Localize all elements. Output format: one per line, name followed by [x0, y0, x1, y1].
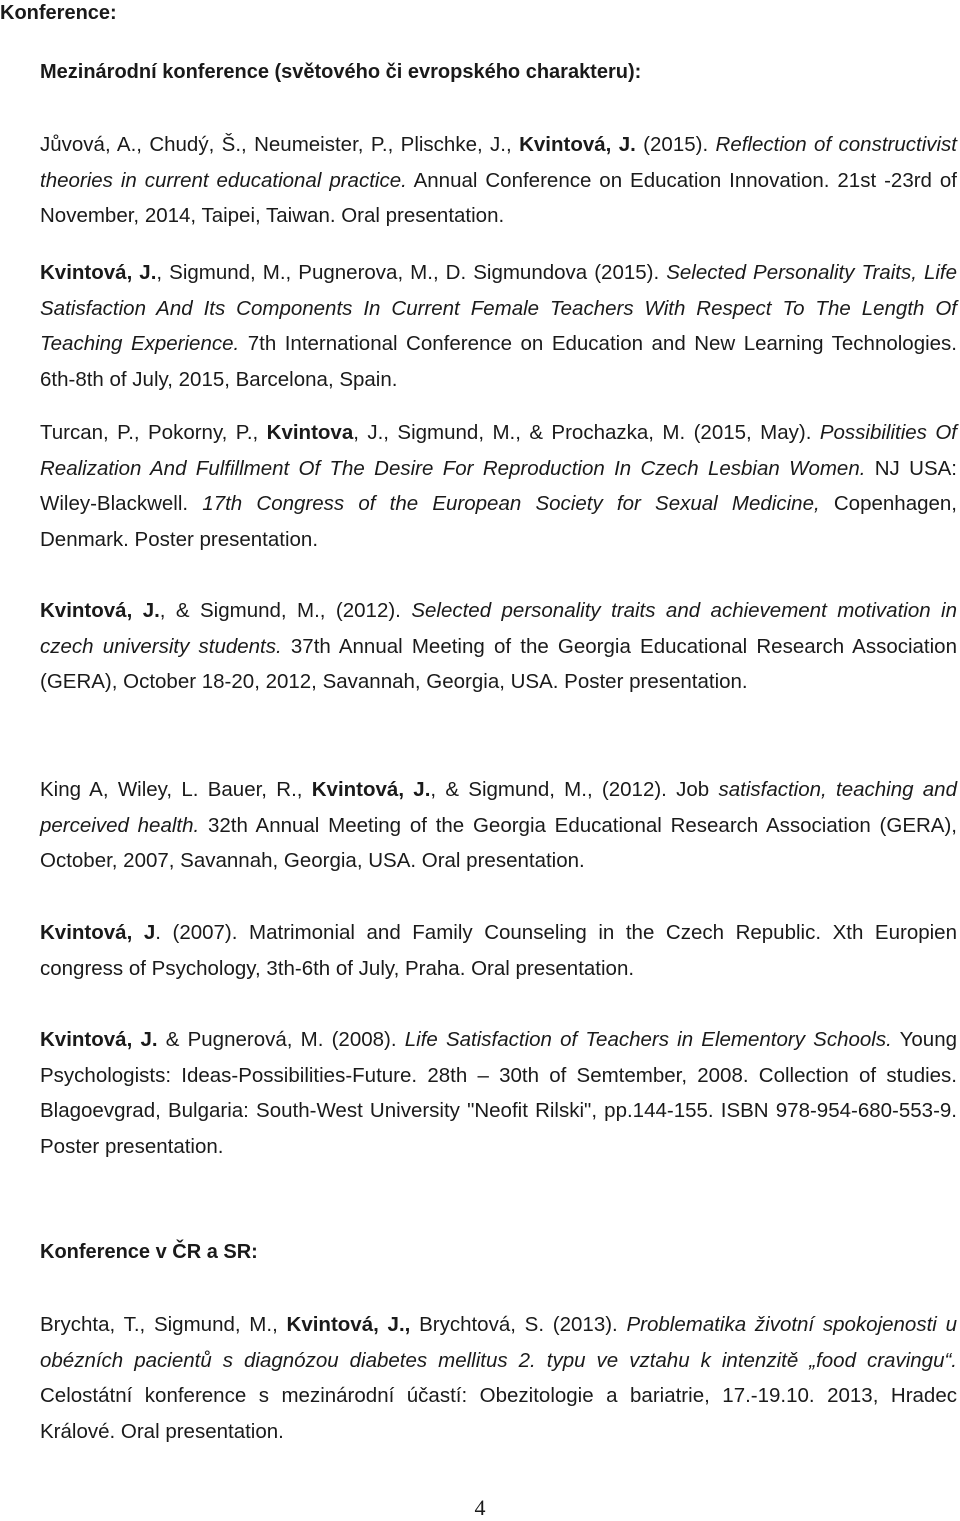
entry-title: Selected Personality Traits, Life Satisfaction And Its Components In Current Female Teachers With Respect To The Length Of Teaching Experience. [40, 261, 957, 355]
entry-authors: Turcan, P., Pokorny, P., [40, 421, 267, 444]
entry-title: satisfaction, teaching and perceived health. [40, 778, 957, 837]
entry-year: (2015). [635, 133, 716, 156]
conference-entry-3 [40, 415, 957, 557]
entry-details: Celostátní konference s mezinárodní účastí: Obezitologie a bariatrie, 17.-19.10. 2013, Hradec Králové. Oral presentation. [40, 1384, 957, 1443]
subheading-national-conferences: Konference v ČR a SR: [40, 1241, 258, 1263]
entry-details: Young Psychologists: Ideas-Possibilities-Future. 28th – 30th of Semtember, 2008. Collection of studies. Blagoevgrad, Bulgaria: South-West University "Neofit Rilski", pp.144-155. ISBN 978-954-680-553-9. Poster presentation. [40, 1028, 958, 1158]
author-highlight: Kvintová, J. [519, 133, 636, 156]
conference-entry-6 [40, 915, 957, 986]
entry-authors: Jůvová, A., Chudý, Š., Neumeister, P., Plischke, J., [40, 133, 520, 156]
entry-details: Annual Conference on Education Innovation. 21st -23rd of November, 2014, Taipei, Taiwan. Oral presentation. [40, 168, 957, 227]
entry-authors: King A, Wiley, L. Bauer, R., [40, 778, 312, 801]
conference-entry-2 [40, 255, 957, 397]
entry-publisher: NJ USA: Wiley-Blackwell. [40, 456, 957, 515]
entry-authors: Brychta, T., Sigmund, M., [40, 1313, 287, 1336]
entry-authors: & Pugnerová, M. (2008). [157, 1028, 405, 1051]
entry-year: , & Sigmund, M., (2012). Job [430, 778, 719, 801]
entry-details: 7th International Conference on Education and New Learning Technologies. 6th-8th of July, 2015, Barcelona, Spain. [40, 332, 958, 391]
entry-title: Possibilities Of Realization And Fulfillment Of The Desire For Reproduction In Czech Lesbian Women. [40, 421, 957, 480]
entry-title: Selected personality traits and achievement motivation in czech university students. [40, 599, 958, 658]
entry-details: 37th Annual Meeting of the Georgia Educational Research Association (GERA), October 18-20, 2012, Savannah, Georgia, USA. Poster presentation. [40, 634, 957, 693]
entry-congress: 17th Congress of the European Society for Sexual Medicine, [202, 492, 820, 515]
entry-title: Life Satisfaction of Teachers in Elementory Schools. [404, 1028, 892, 1051]
author-highlight: Kvintová, J. [40, 1028, 158, 1051]
conference-entry-7 [40, 1022, 957, 1164]
conference-entry-4 [40, 593, 957, 700]
entry-details: 32th Annual Meeting of the Georgia Educational Research Association (GERA), October, 2007, Savannah, Georgia, USA. Oral presentation. [40, 813, 958, 872]
entry-year: Brychtová, S. (2013). [410, 1313, 627, 1336]
author-highlight: Kvintova [266, 421, 354, 444]
entry-authors: , & Sigmund, M., (2012). [159, 599, 412, 622]
section-heading-conferences: Konference: [0, 2, 117, 24]
conference-entry-1 [40, 127, 957, 234]
author-highlight: Kvintová, J [40, 921, 156, 944]
entry-details: Copenhagen, Denmark. Poster presentation. [40, 492, 957, 551]
author-highlight: Kvintová, J., [286, 1313, 411, 1336]
entry-details: Matrimonial and Family Counseling in the Czech Republic. Xth Europien congress of Psychology, 3th-6th of July, Praha. Oral presentation. [40, 921, 957, 980]
page-number: 4 [474, 1495, 486, 1520]
conference-entry-5 [40, 772, 957, 879]
entry-title: Reflection of constructivist theories in current educational practice. [40, 133, 957, 192]
entry-authors: , Sigmund, M., Pugnerova, M., D. Sigmundova (2015). [156, 261, 667, 284]
entry-year: . (2007). [155, 921, 250, 944]
national-conference-entry-1 [40, 1307, 957, 1449]
subheading-international-conferences: Mezinárodní konference (světového či evropského charakteru): [40, 61, 642, 83]
entry-title: Problematika životní spokojenosti u obézních pacientů s diagnózou diabetes mellitus 2. typu ve vztahu k intenzitě „food cravingu“. [40, 1313, 957, 1372]
entry-year: , J., Sigmund, M., & Prochazka, M. (2015, May). [353, 421, 820, 444]
author-highlight: Kvintová, J. [311, 778, 431, 801]
author-highlight: Kvintová, J. [40, 261, 157, 284]
author-highlight: Kvintová, J. [40, 599, 160, 622]
